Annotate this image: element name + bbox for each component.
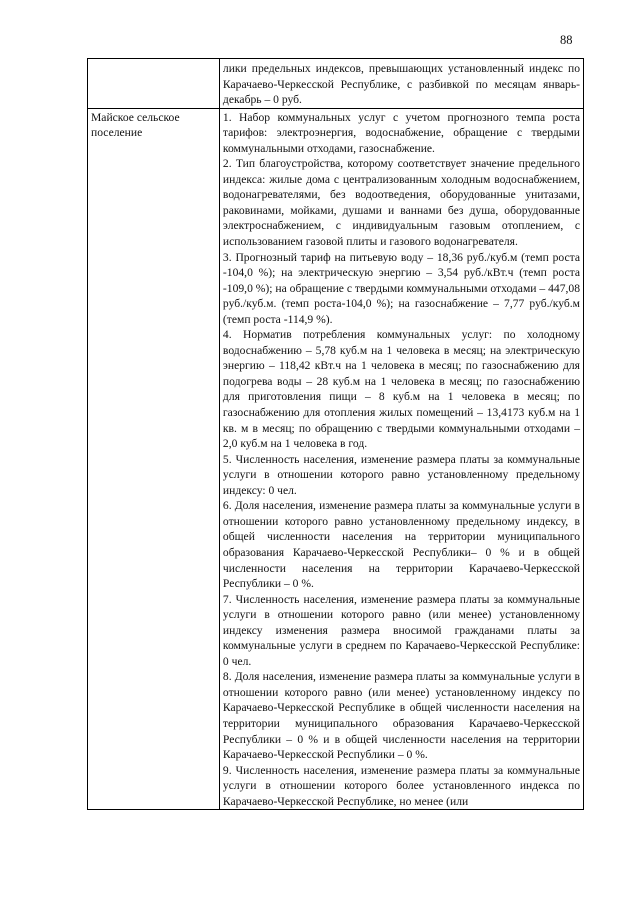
item-5-paragraph: 5. Численность населения, изменение размера платы за коммунальные услуги в отношении которого равно установленному предельному индексу: 0 чел. xyxy=(222,452,580,497)
description-cell xyxy=(219,108,583,810)
item-7-paragraph: 7. Численность населения, изменение размера платы за коммунальные услуги в отношении которого равно (или менее) установленному индексу изменения размера вносимой гражданами платы за коммунальные услуги в среднем по Карачаево-Черкесской Республике: 0 чел. xyxy=(222,592,580,668)
description-paragraph: лики предельных индексов, превышающих установленный индекс по Карачаево-Черкесской Республике, с разбивкой по месяцам январь-декабрь – 0 руб. xyxy=(222,62,580,107)
table-row xyxy=(88,108,584,810)
table-row xyxy=(88,59,584,109)
municipality-tariff-table xyxy=(87,58,584,810)
page-number: 88 xyxy=(560,33,573,47)
item-1-paragraph: 1. Набор коммунальных услуг с учетом прогнозного темпа роста тарифов: электроэнергия, водоснабжение, обращение с твердыми коммунальными отходами, газоснабжение. xyxy=(222,110,580,155)
item-8-paragraph: 8. Доля населения, изменение размера платы за коммунальные услуги в отношении которого равно (или менее) установленному индексу по Карачаево-Черкесской Республике в общей численности населения на территории муниципального образования Карачаево-Черкесской Республики – 0 % и в общей численности населения на территории Карачаево-Черкесской Республики – 0 %. xyxy=(222,670,580,762)
item-4-paragraph: 4. Норматив потребления коммунальных услуг: по холодному водоснабжению – 5,78 куб.м на 1 человека в месяц; на электрическую энергию – 118,42 кВт.ч на 1 человека в месяц; по газоснабжению для подогрева воды – 28 куб.м на 1 человека в месяц; по газоснабжению для приготовления пищи – 8 куб.м на 1 человека в месяц; по газоснабжению для отопления жилых помещений – 13,4173 куб.м на 1 кв. м в месяц; по обращению с твердыми коммунальными отходами – 2,0 куб.м на 1 человека в год. xyxy=(222,328,580,451)
description-cell xyxy=(219,59,583,109)
item-2-paragraph: 2. Тип благоустройства, которому соответствует значение предельного индекса: жилые дома с централизованным холодным водоснабжением, водонагревателями, без водоотведения, оборудованные унитазами, раковинами, мойками, душами и ваннами без душа, оборудованные электроснабжением, с индивидуальным газовым отоплением, с использованием газовой плиты и газового водонагревателя. xyxy=(222,157,580,249)
item-6-paragraph: 6. Доля населения, изменение размера платы за коммунальные услуги в отношении которого равно установленному предельному индексу, в общей численности населения на территории муниципального образования Карачаево-Черкесской Республики– 0 % и в общей численности населения на территории Карачаево-Черкесской Республики – 0 %. xyxy=(222,499,580,591)
item-9-paragraph: 9. Численность населения, изменение размера платы за коммунальные услуги в отношении которого более установленного индекса по Карачаево-Черкесской Республике, но менее (или xyxy=(222,763,580,808)
municipality-name-cell: Майское сельское поселение xyxy=(88,108,220,810)
municipality-name-cell xyxy=(88,59,220,109)
item-3-paragraph: 3. Прогнозный тариф на питьевую воду – 18,36 руб./куб.м (темп роста -104,0 %); на электрическую энергию – 3,54 руб./кВт.ч (темп роста -109,0 %); на обращение с твердыми коммунальными отходами – 447,08 руб./куб.м. (темп роста-104,0 %); на газоснабжение – 7,77 руб./куб.м (темп роста -114,9 %). xyxy=(222,250,580,326)
